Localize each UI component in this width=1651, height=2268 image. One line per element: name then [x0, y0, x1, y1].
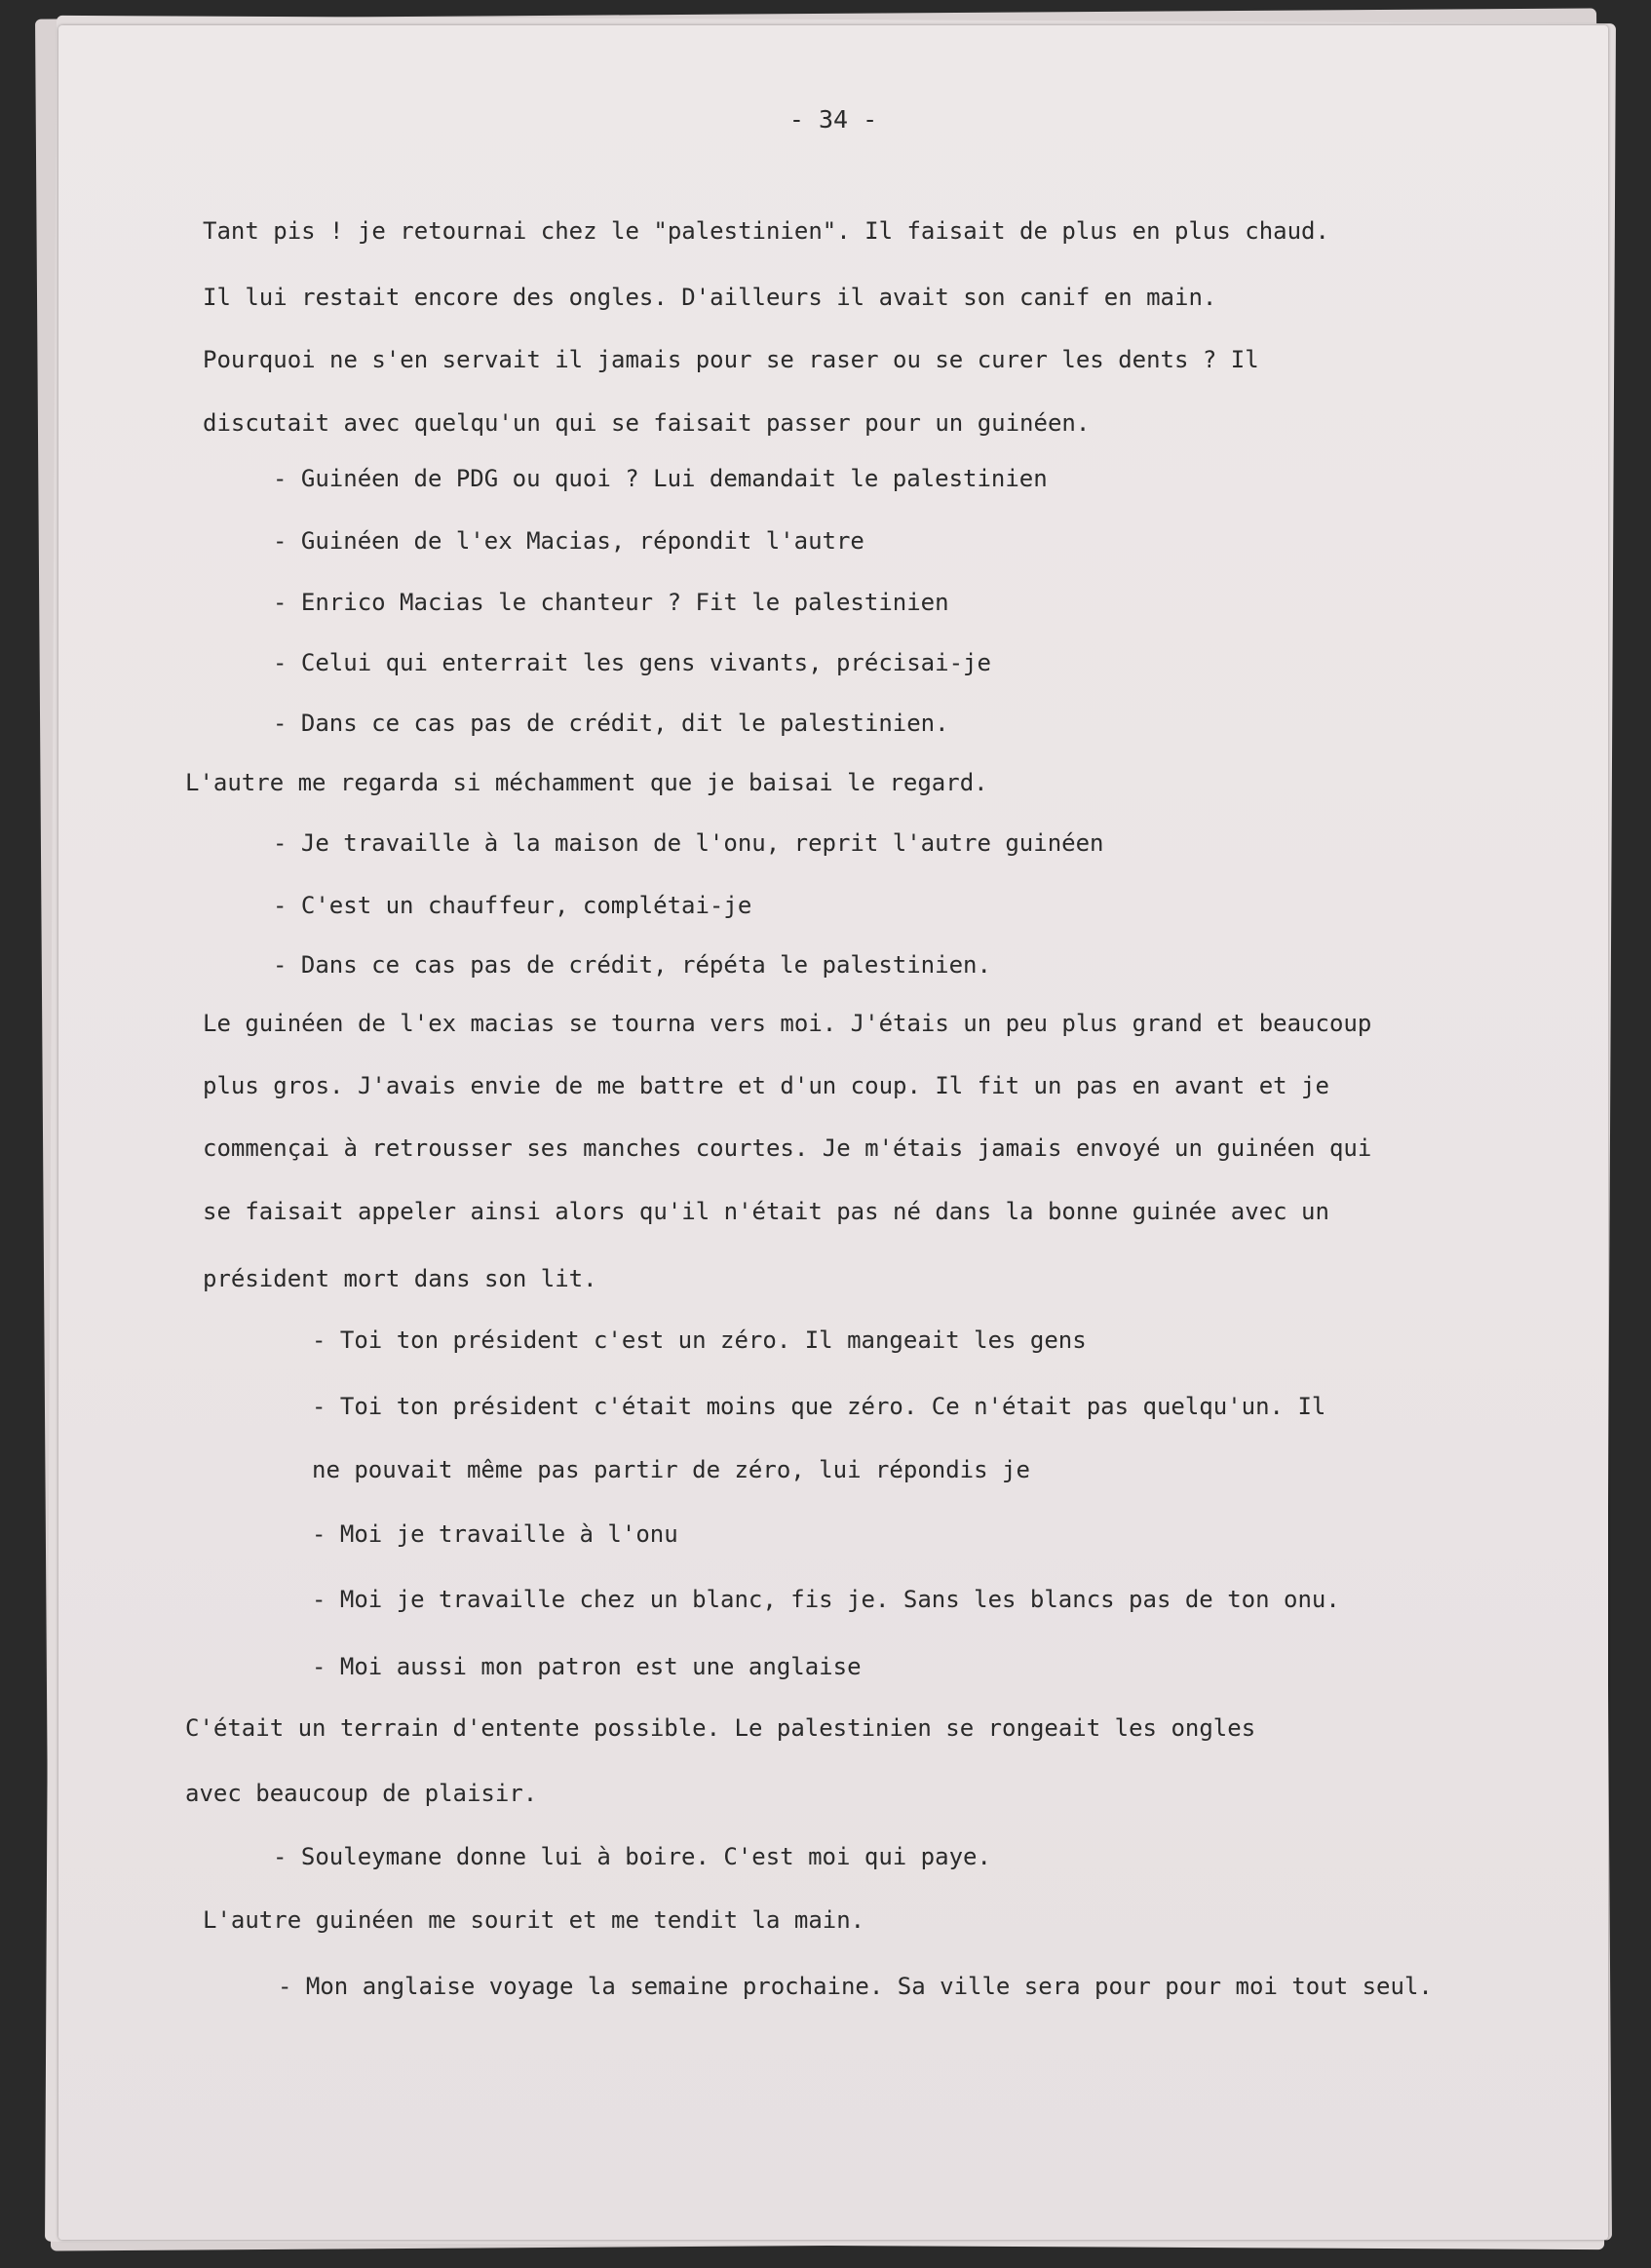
dialogue-continuation: ne pouvait même pas partir de zéro, lui répondis je [312, 1456, 1030, 1483]
dialogue-line: - Toi ton président c'est un zéro. Il mangeait les gens [312, 1326, 1087, 1354]
dialogue-line: - Je travaille à la maison de l'onu, reprit l'autre guinéen [273, 829, 1104, 857]
text-line: plus gros. J'avais envie de me battre et d'un coup. Il fit un pas en avant et je [203, 1072, 1329, 1099]
text-line: Il lui restait encore des ongles. D'ailleurs il avait son canif en main. [203, 284, 1217, 311]
text-line: discutait avec quelqu'un qui se faisait passer pour un guinéen. [203, 409, 1091, 437]
page-number: - 34 - [788, 105, 878, 134]
text-line: L'autre me regarda si méchamment que je baisai le regard. [185, 769, 988, 796]
dialogue-line: - Guinéen de PDG ou quoi ? Lui demandait le palestinien [273, 465, 1048, 492]
text-line: se faisait appeler ainsi alors qu'il n'était pas né dans la bonne guinée avec un [203, 1198, 1329, 1225]
text-line: Tant pis ! je retournai chez le "palestinien". Il faisait de plus en plus chaud. [203, 217, 1329, 245]
text-line: Le guinéen de l'ex macias se tourna vers moi. J'étais un peu plus grand et beaucoup [203, 1010, 1372, 1037]
dialogue-line: - Moi je travaille chez un blanc, fis je. Sans les blancs pas de ton onu. [312, 1586, 1340, 1613]
dialogue-line: - Dans ce cas pas de crédit, dit le palestinien. [273, 710, 949, 737]
typewritten-page [58, 25, 1608, 2240]
text-line: commençai à retrousser ses manches courtes. Je m'étais jamais envoyé un guinéen qui [203, 1134, 1372, 1162]
dialogue-line: - C'est un chauffeur, complétai-je [273, 892, 752, 919]
text-line: L'autre guinéen me sourit et me tendit la main. [203, 1906, 865, 1934]
dialogue-line: - Toi ton président c'était moins que zéro. Ce n'était pas quelqu'un. Il [312, 1393, 1326, 1420]
dialogue-line: - Enrico Macias le chanteur ? Fit le palestinien [273, 589, 949, 616]
dialogue-line: - Mon anglaise voyage la semaine prochaine. Sa ville sera pour pour moi tout seul. [278, 1973, 1433, 2000]
text-line: Pourquoi ne s'en servait il jamais pour se raser ou se curer les dents ? Il [203, 346, 1259, 373]
text-line: avec beaucoup de plaisir. [185, 1780, 538, 1807]
dialogue-line: - Guinéen de l'ex Macias, répondit l'autre [273, 527, 864, 555]
dialogue-line: - Souleymane donne lui à boire. C'est moi qui paye. [273, 1843, 991, 1870]
text-line: président mort dans son lit. [203, 1265, 597, 1292]
dialogue-line: - Dans ce cas pas de crédit, répéta le palestinien. [273, 951, 991, 979]
dialogue-line: - Moi aussi mon patron est une anglaise [312, 1653, 862, 1680]
dialogue-line: - Moi je travaille à l'onu [312, 1520, 678, 1548]
dialogue-line: - Celui qui enterrait les gens vivants, précisai-je [273, 649, 991, 676]
text-line: C'était un terrain d'entente possible. Le palestinien se rongeait les ongles [185, 1714, 1256, 1742]
